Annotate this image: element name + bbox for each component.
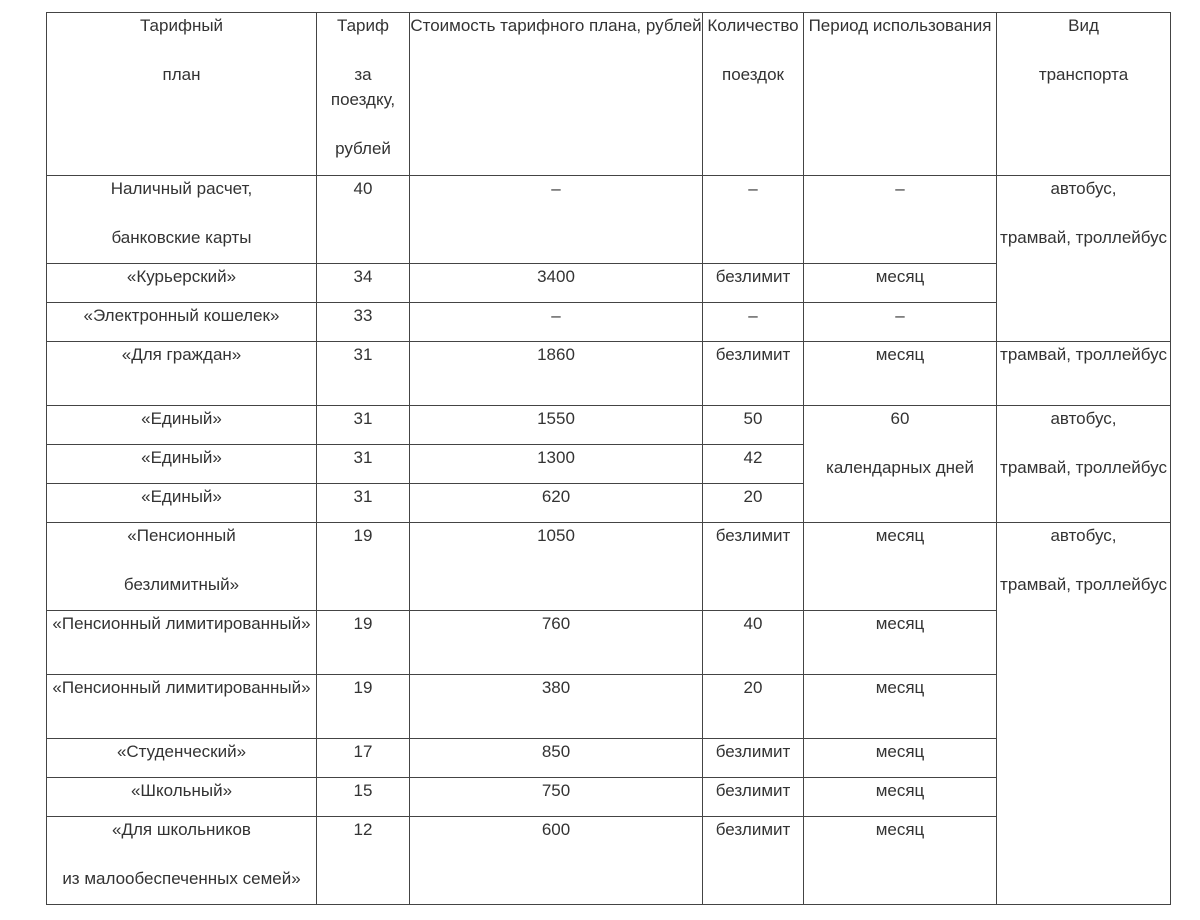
cell-fare: 12	[317, 817, 410, 905]
cell-fare: 31	[317, 484, 410, 523]
cell-fare: 19	[317, 675, 410, 739]
header-cost: Стоимость тарифного плана, рублей	[410, 13, 703, 176]
cell-transport: автобус, трамвай, троллейбус	[997, 523, 1171, 905]
cell-fare: 33	[317, 303, 410, 342]
cell-fare: 17	[317, 739, 410, 778]
cell-trips: 42	[703, 445, 804, 484]
cell-plan: «Единый»	[47, 406, 317, 445]
header-fare: Тариф за поездку, рублей	[317, 13, 410, 176]
cell-fare: 31	[317, 445, 410, 484]
cell-fare: 31	[317, 342, 410, 406]
header-period: Период использования	[804, 13, 997, 176]
cell-plan: «Пенсионный лимитированный»	[47, 611, 317, 675]
cell-fare: 19	[317, 611, 410, 675]
cell-trips: безлимит	[703, 739, 804, 778]
table-row	[47, 342, 1171, 406]
header-row	[47, 13, 1171, 176]
cell-cost: 620	[410, 484, 703, 523]
cell-cost: 1050	[410, 523, 703, 611]
cell-trips: безлимит	[703, 778, 804, 817]
cell-cost: 760	[410, 611, 703, 675]
cell-transport: трамвай, троллейбус	[997, 342, 1171, 406]
cell-plan: «Пенсионный безлимитный»	[47, 523, 317, 611]
cell-cost: –	[410, 176, 703, 264]
cell-period: месяц	[804, 523, 997, 611]
cell-plan: «Единый»	[47, 445, 317, 484]
header-trips: Количество поездок	[703, 13, 804, 176]
table-row	[47, 523, 1171, 611]
cell-cost: –	[410, 303, 703, 342]
table-row	[47, 176, 1171, 264]
cell-transport: автобус, трамвай, троллейбус	[997, 406, 1171, 523]
cell-fare: 34	[317, 264, 410, 303]
cell-period: месяц	[804, 817, 997, 905]
cell-plan: Наличный расчет, банковские карты	[47, 176, 317, 264]
cell-trips: 20	[703, 484, 804, 523]
cell-fare: 19	[317, 523, 410, 611]
cell-period: –	[804, 303, 997, 342]
cell-period: месяц	[804, 342, 997, 406]
cell-cost: 600	[410, 817, 703, 905]
cell-trips: 20	[703, 675, 804, 739]
cell-fare: 15	[317, 778, 410, 817]
header-plan: Тарифный план	[47, 13, 317, 176]
cell-cost: 850	[410, 739, 703, 778]
cell-period: 60 календарных дней	[804, 406, 997, 523]
cell-plan: «Для граждан»	[47, 342, 317, 406]
cell-trips: безлимит	[703, 264, 804, 303]
cell-plan: «Школьный»	[47, 778, 317, 817]
cell-transport: автобус, трамвай, троллейбус	[997, 176, 1171, 342]
cell-cost: 1300	[410, 445, 703, 484]
cell-cost: 1550	[410, 406, 703, 445]
cell-trips: –	[703, 303, 804, 342]
cell-period: месяц	[804, 778, 997, 817]
cell-period: месяц	[804, 264, 997, 303]
cell-trips: безлимит	[703, 817, 804, 905]
cell-plan: «Единый»	[47, 484, 317, 523]
cell-trips: –	[703, 176, 804, 264]
cell-fare: 40	[317, 176, 410, 264]
cell-plan: «Курьерский»	[47, 264, 317, 303]
cell-cost: 380	[410, 675, 703, 739]
cell-period: месяц	[804, 675, 997, 739]
cell-trips: 40	[703, 611, 804, 675]
cell-fare: 31	[317, 406, 410, 445]
cell-trips: безлимит	[703, 342, 804, 406]
header-transport: Вид транспорта	[997, 13, 1171, 176]
table-row	[47, 406, 1171, 445]
cell-cost: 750	[410, 778, 703, 817]
cell-plan: «Для школьников из малообеспеченных семей»	[47, 817, 317, 905]
cell-plan: «Электронный кошелек»	[47, 303, 317, 342]
cell-period: –	[804, 176, 997, 264]
cell-plan: «Пенсионный лимитированный»	[47, 675, 317, 739]
cell-period: месяц	[804, 739, 997, 778]
cell-cost: 3400	[410, 264, 703, 303]
cell-trips: безлимит	[703, 523, 804, 611]
tariff-table	[46, 12, 1171, 905]
cell-period: месяц	[804, 611, 997, 675]
cell-cost: 1860	[410, 342, 703, 406]
cell-plan: «Студенческий»	[47, 739, 317, 778]
cell-trips: 50	[703, 406, 804, 445]
